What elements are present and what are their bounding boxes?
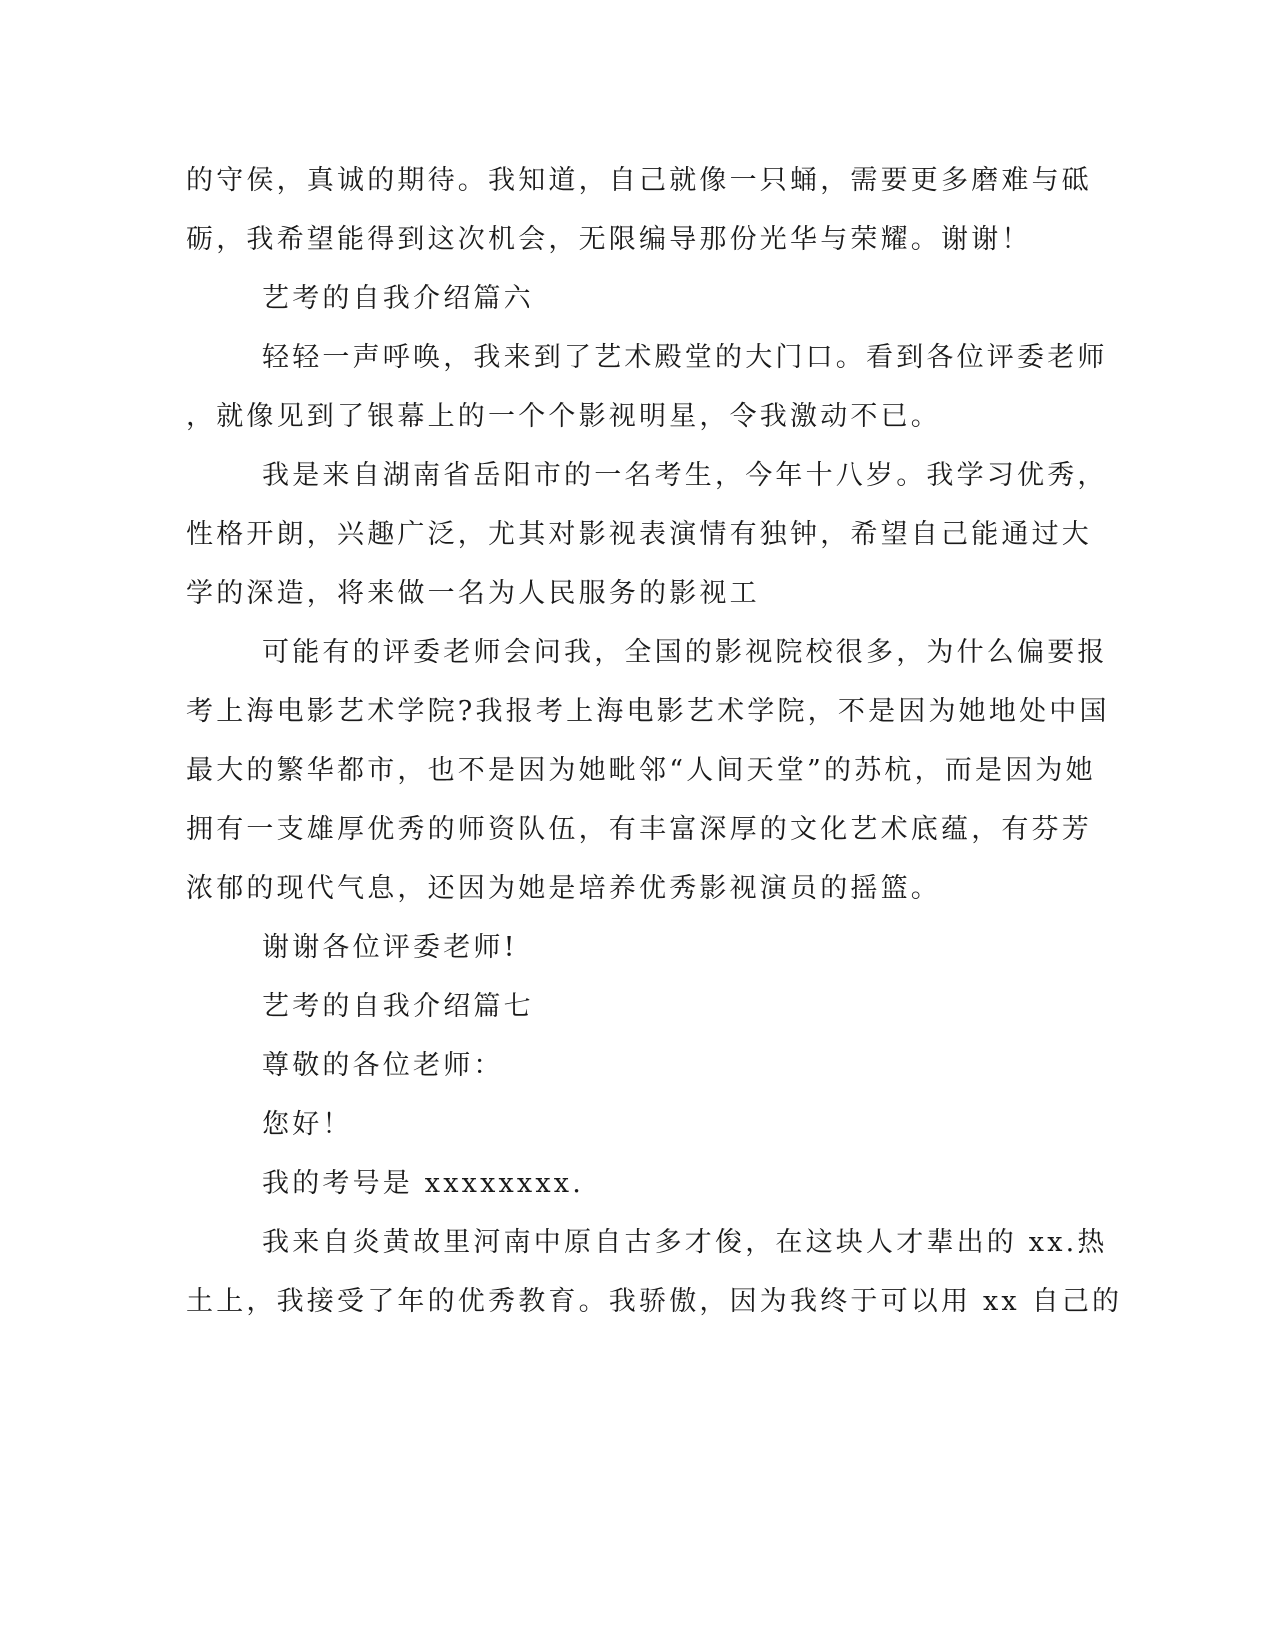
text-line: 的守侯，真诚的期待。我知道，自己就像一只蛹，需要更多磨难与砥 xyxy=(186,165,1092,196)
text-line: 我的考号是 xxxxxxxx. xyxy=(262,1168,584,1199)
text-line: 我是来自湖南省岳阳市的一名考生，今年十八岁。我学习优秀， xyxy=(262,460,1108,491)
section-heading: 艺考的自我介绍篇六 xyxy=(262,283,534,314)
text-line: 性格开朗，兴趣广泛，尤其对影视表演情有独钟，希望自己能通过大 xyxy=(186,519,1092,550)
text-line: 我来自炎黄故里河南中原自古多才俊，在这块人才辈出的 xx.热 xyxy=(262,1227,1108,1258)
text-line: 轻轻一声呼唤，我来到了艺术殿堂的大门口。看到各位评委老师 xyxy=(262,342,1108,373)
text-line: ，就像见到了银幕上的一个个影视明星，令我激动不已。 xyxy=(186,401,941,432)
text-line: 砺，我希望能得到这次机会，无限编导那份光华与荣耀。谢谢！ xyxy=(186,224,1032,255)
text-line: 最大的繁华都市，也不是因为她毗邻“人间天堂”的苏杭，而是因为她 xyxy=(186,755,1096,786)
text-line: 拥有一支雄厚优秀的师资队伍，有丰富深厚的文化艺术底蕴，有芬芳 xyxy=(186,814,1092,845)
text-line: 您好！ xyxy=(262,1109,353,1140)
text-line: 学的深造，将来做一名为人民服务的影视工 xyxy=(186,578,760,609)
text-line: 谢谢各位评委老师! xyxy=(262,932,518,963)
text-line: 尊敬的各位老师： xyxy=(262,1050,504,1081)
text-line: 可能有的评委老师会问我，全国的影视院校很多，为什么偏要报 xyxy=(262,637,1108,668)
text-line: 考上海电影艺术学院?我报考上海电影艺术学院，不是因为她地处中国 xyxy=(186,696,1110,727)
text-line: 浓郁的现代气息，还因为她是培养优秀影视演员的摇篮。 xyxy=(186,873,941,904)
section-heading: 艺考的自我介绍篇七 xyxy=(262,991,534,1022)
text-line: 土上，我接受了年的优秀教育。我骄傲，因为我终于可以用 xx 自己的 xyxy=(186,1286,1123,1317)
